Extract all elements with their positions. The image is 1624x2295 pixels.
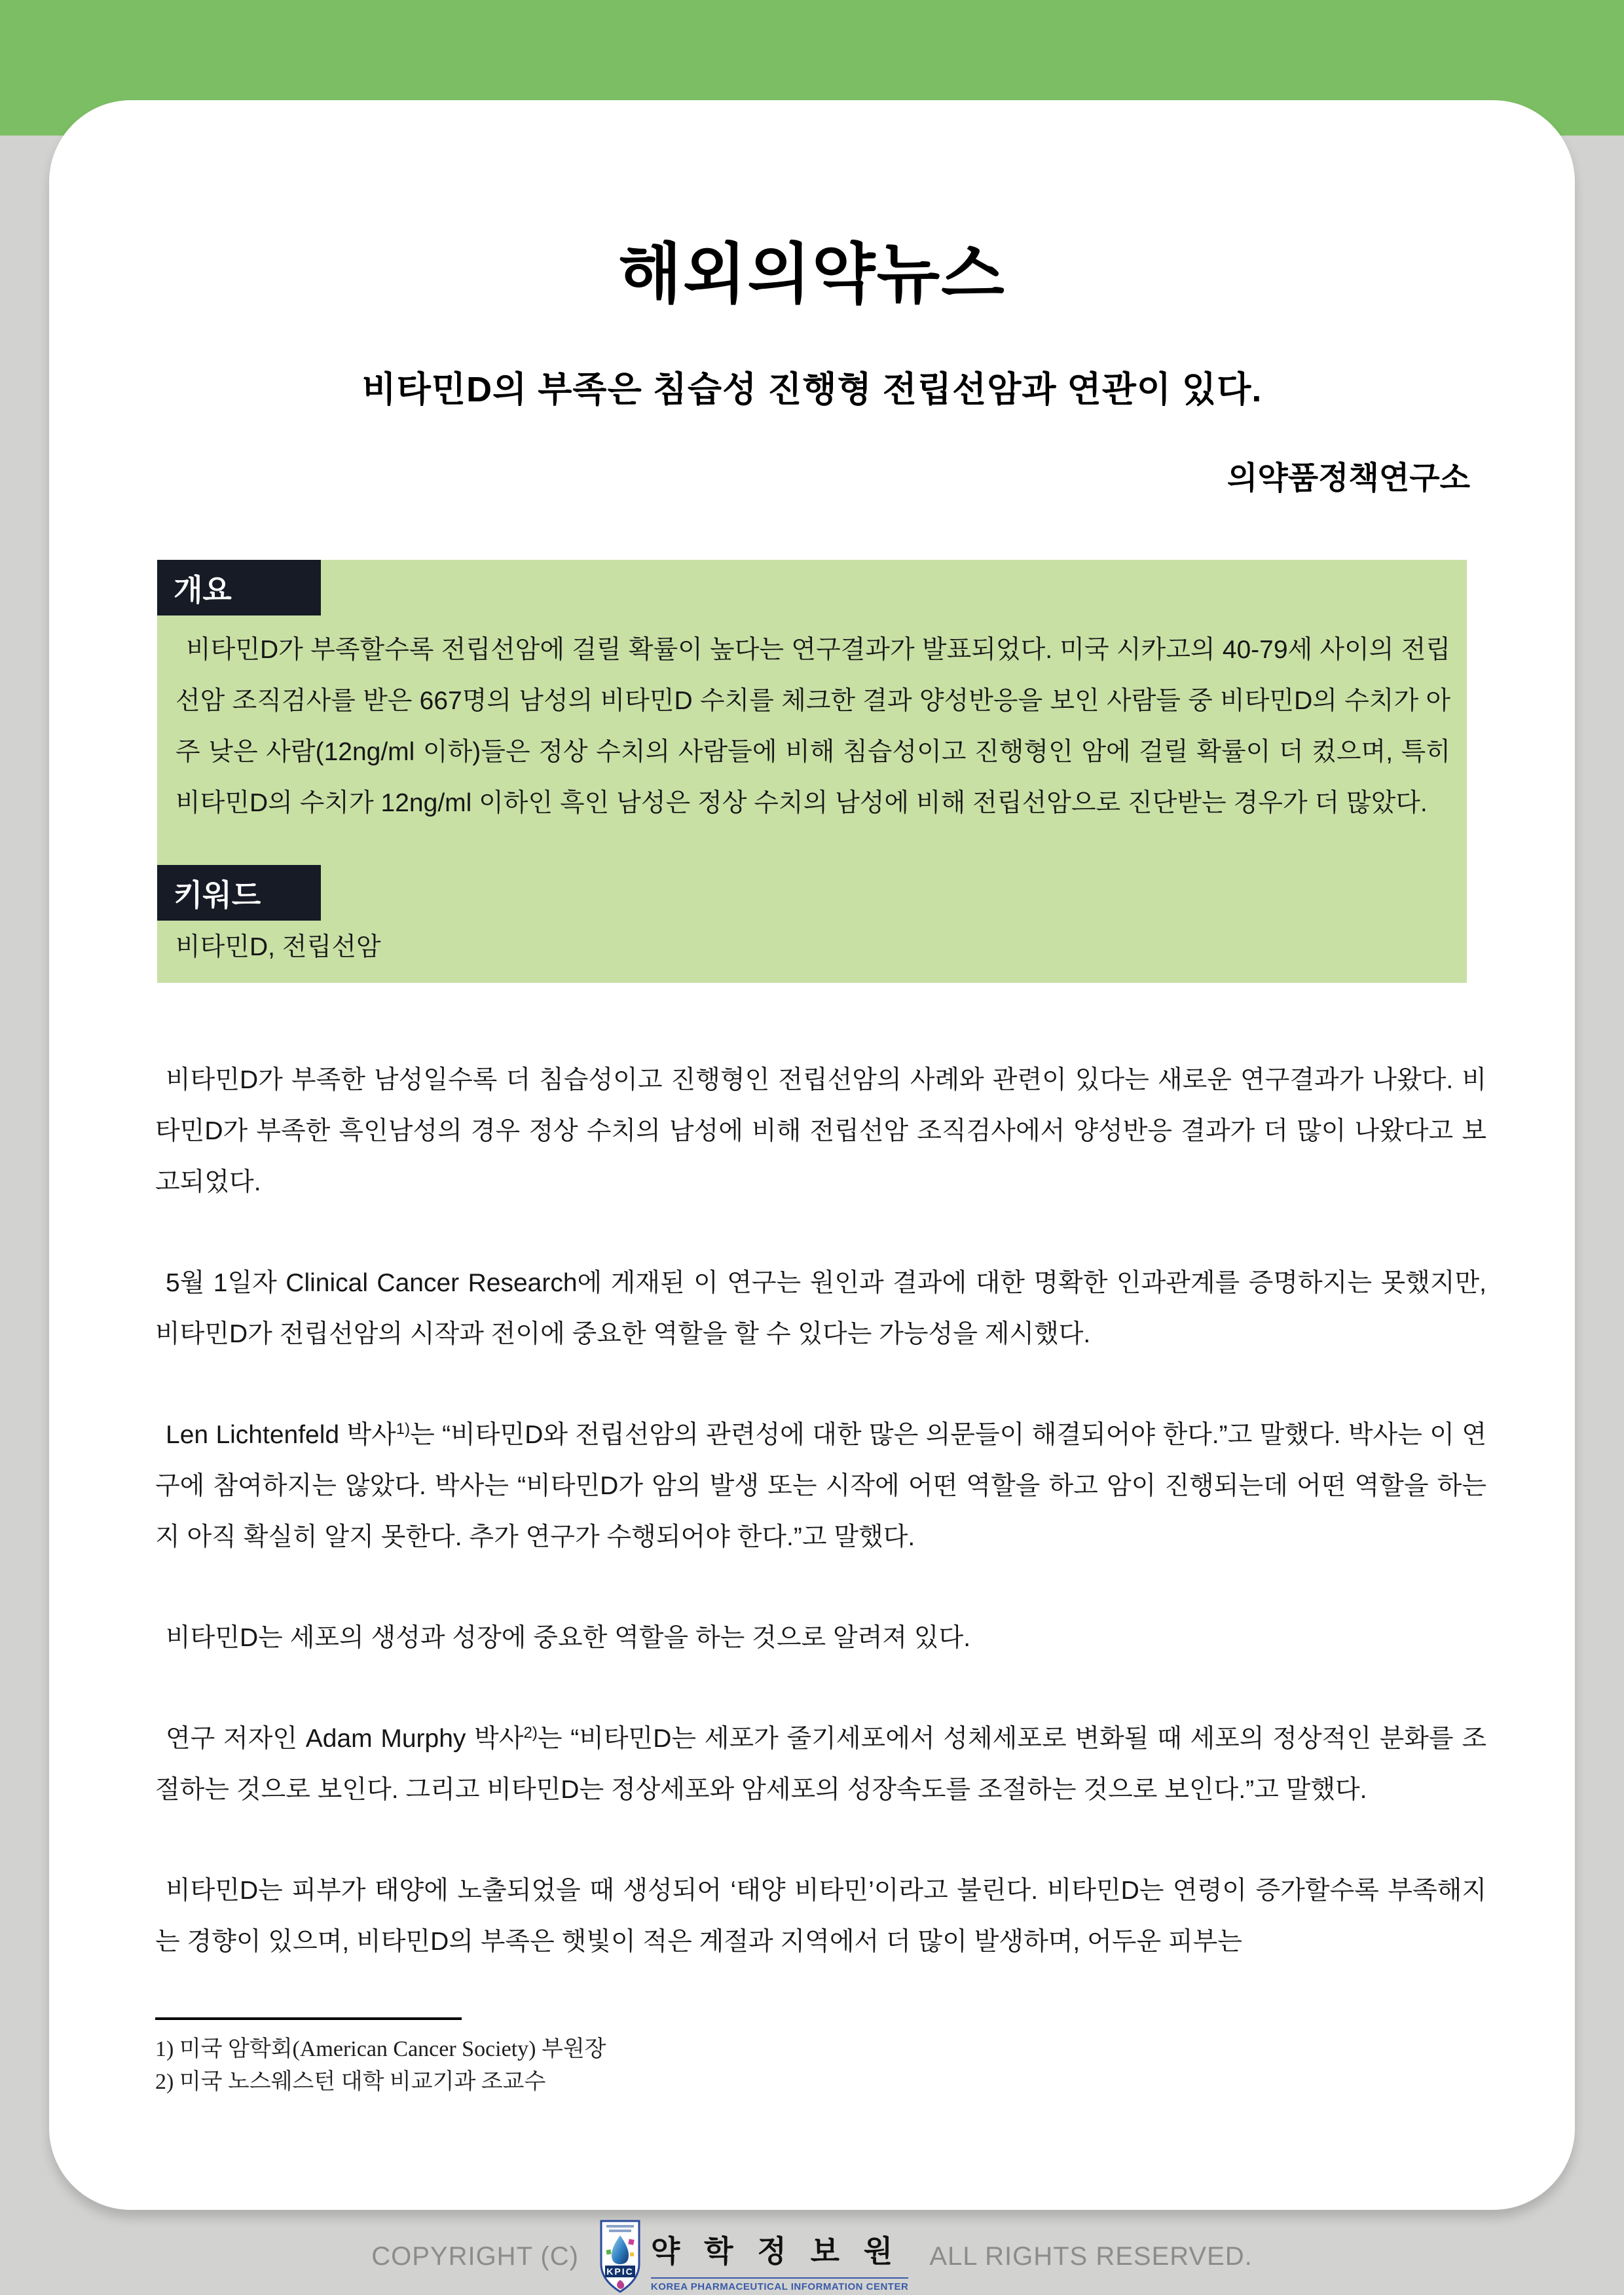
footnote-item: 1) 미국 암학회(American Cancer Society) 부원장 bbox=[155, 2037, 606, 2061]
keyword-text: 비타민D, 전립선암 bbox=[175, 933, 381, 961]
copyright-left-text: COPYRIGHT (C) bbox=[371, 2241, 579, 2271]
body-paragraphs bbox=[155, 1055, 1486, 1968]
keyword-label: 키워드 bbox=[174, 877, 261, 912]
footer bbox=[0, 2220, 1624, 2293]
kpic-acronym-text: KPIC bbox=[606, 2266, 634, 2277]
body-paragraph: 5월 1일자 Clinical Cancer Research에 게재된 이 연구는 원인과 결과에 대한 명확한 인과관계를 증명하지는 못했지만, 비타민D가 전립선암의 시작과 전이에 중요한 역할을 할 수 있다는 가능성을 제시했다. bbox=[155, 1269, 1486, 1348]
page-title: 해외의약뉴스 bbox=[618, 238, 1006, 311]
page-subtitle: 비타민D의 부족은 침습성 진행형 전립선암과 연관이 있다. bbox=[361, 370, 1263, 409]
footnote-marker: 1) bbox=[396, 1420, 411, 1438]
document-card bbox=[49, 100, 1575, 2210]
footnote-separator bbox=[155, 2017, 462, 2020]
summary-box bbox=[157, 560, 1467, 983]
body-paragraph: 비타민D는 피부가 태양에 노출되었을 때 생성되어 ‘태양 비타민’이라고 불린다. 비타민D는 연령이 증가할수록 부족해지는 경향이 있으며, 비타민D의 부족은 햇빛이 적은 계절과 지역에서 더 많이 발생하며, 어두운 피부는 bbox=[155, 1877, 1486, 1956]
footnote-item: 2) 미국 노스웨스턴 대학 비교기과 조교수 bbox=[155, 2070, 546, 2094]
affiliation: 의약품정책연구소 bbox=[1227, 461, 1470, 496]
logo-name-kr: 약 학 정 보 원 bbox=[650, 2234, 901, 2268]
kpic-shield-icon bbox=[600, 2220, 640, 2293]
logo-name-en: KOREA PHARMACEUTICAL INFORMATION CENTER bbox=[651, 2277, 908, 2292]
body-paragraph: 비타민D가 부족한 남성일수록 더 침습성이고 진행형인 전립선암의 사례와 관련이 있다는 새로운 연구결과가 나왔다. 비타민D가 부족한 흑인남성의 경우 정상 수치의 남성에 비해 전립선암 조직검사에서 양성반응 결과가 더 많이 나왔다고 보고되었다. bbox=[155, 1066, 1486, 1196]
footnote-marker: 2) bbox=[523, 1724, 538, 1742]
footnote-section bbox=[155, 2017, 1486, 2099]
kpic-logo bbox=[600, 2220, 908, 2293]
body-paragraph: Len Lichtenfeld 박사$^{1)}$는 “비타민D와 전립선암의 관련성에 대한 많은 의문들이 해결되어야 한다.”고 말했다. 박사는 이 연구에 참여하지는 않았다. 박사는 “비타민D가 암의 발생 또는 시작에 어떤 역할을 하고 암이 진행되는데 어떤 역할을 하는지 아직 확실히 알지 못한다. 추가 연구가 수행되어야 한다.”고 말했다. bbox=[155, 1420, 1486, 1551]
body-paragraph: 비타민D는 세포의 생성과 성장에 중요한 역할을 하는 것으로 알려져 있다. bbox=[166, 1624, 971, 1652]
copyright-right-text: ALL RIGHTS RESERVED. bbox=[929, 2241, 1253, 2271]
logo-names bbox=[651, 2228, 908, 2292]
overview-label: 개요 bbox=[174, 572, 232, 607]
body-paragraph: 연구 저자인 Adam Murphy 박사$^{2)}$는 “비타민D는 세포가 줄기세포에서 성체세포로 변화될 때 세포의 정상적인 분화를 조절하는 것으로 보인다. 그리고 비타민D는 정상세포와 암세포의 성장속도를 조절하는 것으로 보인다.”고 말했다. bbox=[155, 1724, 1486, 1804]
overview-label-box bbox=[157, 560, 321, 615]
overview-text: 비타민D가 부족할수록 전립선암에 걸릴 확률이 높다는 연구결과가 발표되었다. 미국 시카고의 40-79세 사이의 전립선암 조직검사를 받은 667명의 남성의 비타민D 수치를 체크한 결과 양성반응을 보인 사람들 중 비타민D의 수치가 아주 낮은 사람(12ng/ml 이하)들은 정상 수치의 사람들에 비해 침습성이고 진행형인 암에 걸릴 확률이 더 컸으며, 특히 비타민D의 수치가 12ng/ml 이하인 흑인 남성은 정상 수치의 남성에 비해 전립선암으로 진단받는 경우가 더 많았다. bbox=[175, 636, 1450, 817]
footnote-list bbox=[155, 2033, 1486, 2099]
keyword-label-box bbox=[157, 865, 321, 921]
